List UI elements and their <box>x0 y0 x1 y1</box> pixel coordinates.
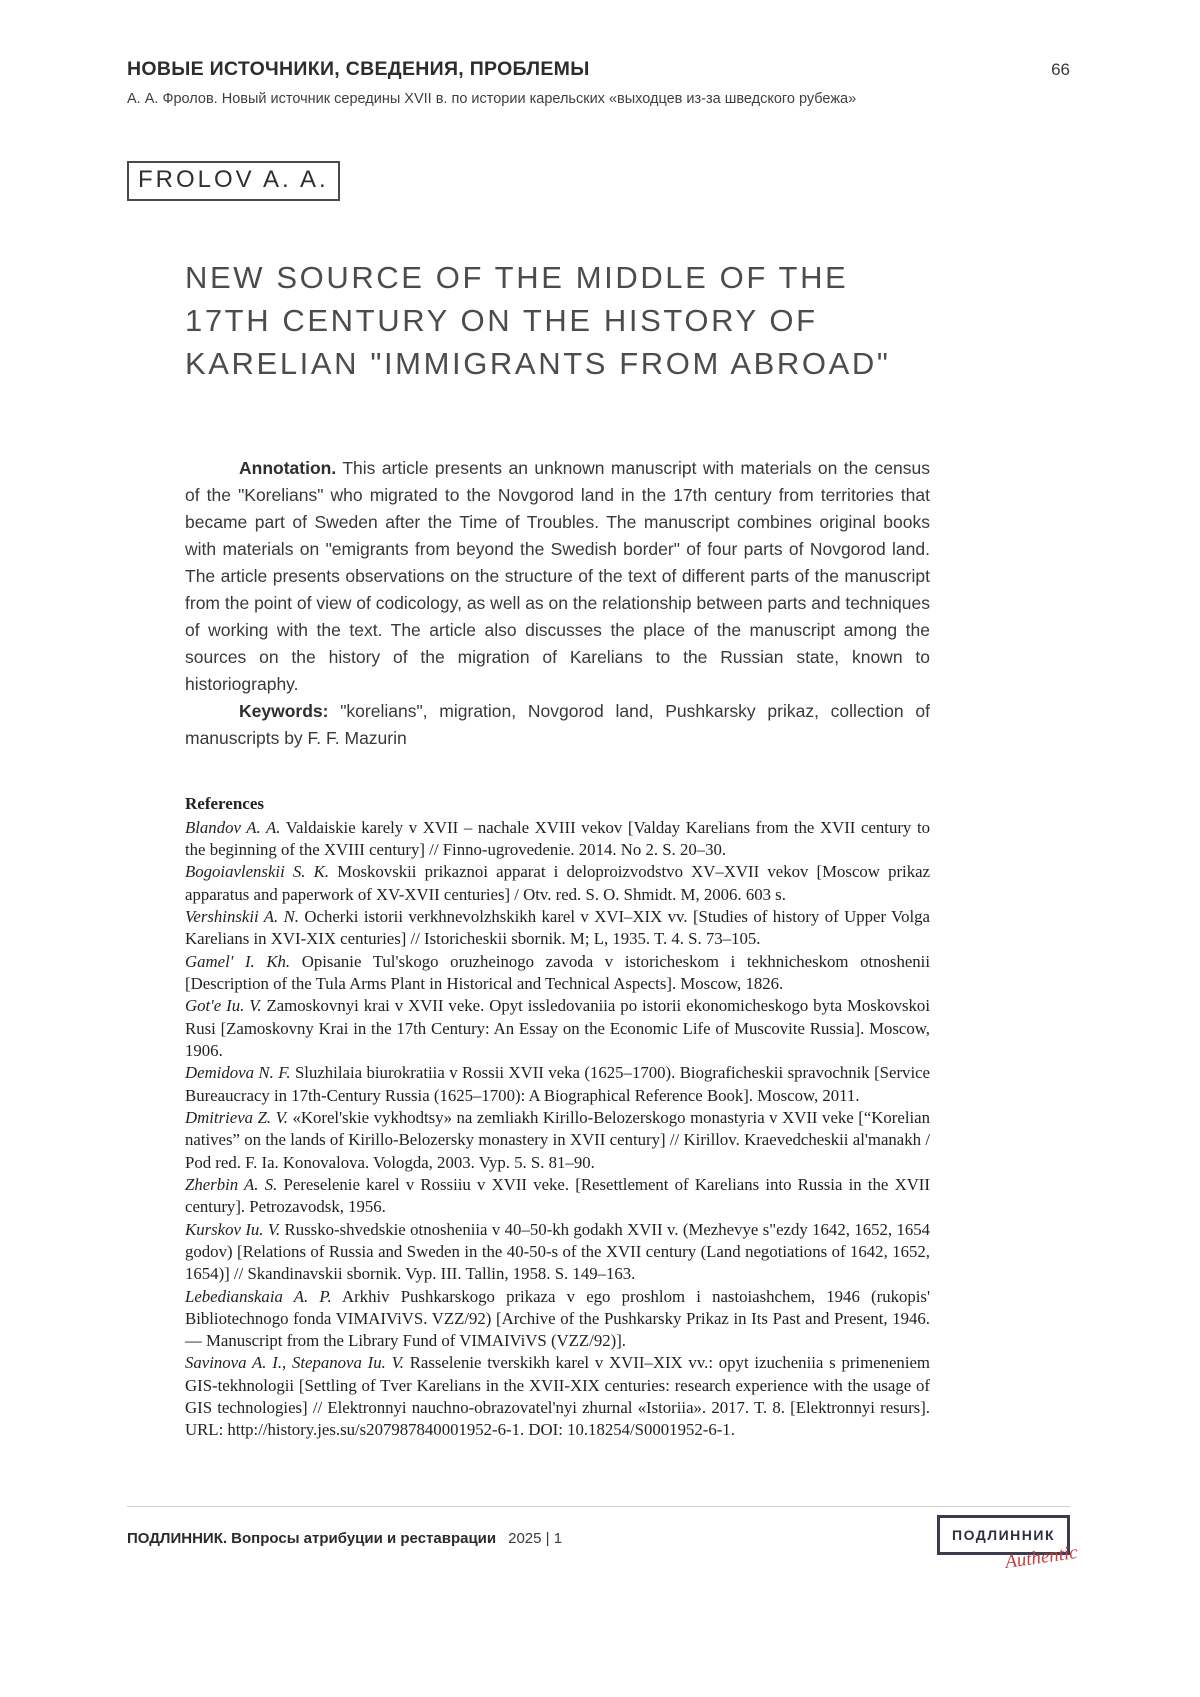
footer-divider <box>127 1506 1070 1507</box>
reference-entry <box>185 1352 930 1441</box>
logo-wordmark: ПОДЛИННИК <box>937 1515 1070 1555</box>
reference-author: Savinova A. I., Stepanova Iu. V. <box>185 1353 404 1373</box>
references-heading: References <box>185 793 264 813</box>
author-name-box: FROLOV A. A. <box>127 161 340 201</box>
reference-text: «Korel'skie vykhodtsy» na zemliakh Kirillo-Belozerskogo monastyria v XVII veke [“Korelian natives” on the lands of Kirillo-Belozersky monastery in XVII century] // Kirillov. Kraevedcheskii al'manakh / Pod red. F. Ia. Konovalova. Vologda, 2003. Vyp. 5. S. 81–90. <box>185 1107 931 1172</box>
reference-entry <box>185 861 930 906</box>
footer-journal-line <box>127 1530 562 1547</box>
page-number: 66 <box>1051 60 1070 79</box>
reference-author: Blandov A. A. <box>185 817 281 837</box>
annotation-label: Annotation. <box>239 458 337 479</box>
reference-entry <box>185 817 930 862</box>
page-header <box>0 0 1200 107</box>
issue-number: 2025 | 1 <box>508 1529 563 1547</box>
reference-entry <box>185 951 930 996</box>
page-footer <box>0 1506 1200 1573</box>
annotation-text: This article presents an unknown manuscript with materials on the census of the "Korelians" who migrated to the Novgorod land in the 17th century from territories that became part of Sweden after the Time of Troubles. The manuscript combines original books with materials on "emigrants from beyond the Swedish border" of four parts of Novgorod land. The article presents observations on the structure of the text of different parts of the manuscript from the point of view of codicology, as well as on the relationship between parts and techniques of working with the text. The article also discusses the place of the manuscript among the sources on the history of the migration of Karelians to the Russian state, known to historiography. <box>185 458 930 694</box>
reference-text: Pereselenie karel v Rossiiu v XVII veke. [Resettlement of Karelians into Russia in the XVII century]. Petrozavodsk, 1956. <box>185 1174 930 1217</box>
reference-entry <box>185 906 930 951</box>
reference-author: Dmitrieva Z. V. <box>185 1107 288 1127</box>
publisher-logo <box>937 1515 1080 1573</box>
reference-text: Sluzhilaia biurokratiia v Rossii XVII veka (1625–1700). Biograficheskii spravochnik [Service Bureaucracy in 17th-Century Russia (1625–1700): A Biographical Reference Book]. Moscow, 2011. <box>185 1063 930 1105</box>
reference-author: Demidova N. F. <box>185 1063 291 1083</box>
keywords-paragraph <box>185 698 930 752</box>
reference-text: Opisanie Tul'skogo oruzheinogo zavoda v istoricheskom i tekhnicheskom otnoshenii [Description of the Tula Arms Plant in Historical and Technical Aspects]. Moscow, 1826. <box>185 951 931 993</box>
annotation-paragraph <box>185 455 930 697</box>
keywords-label: Keywords: <box>239 700 329 721</box>
reference-entry <box>185 1286 930 1353</box>
article-title: NEW SOURCE OF THE MIDDLE OF THE 17TH CENTURY ON THE HISTORY OF KARELIAN "IMMIGRANTS FROM ABROAD" <box>185 260 891 381</box>
section-title: НОВЫЕ ИСТОЧНИКИ, СВЕДЕНИЯ, ПРОБЛЕМЫ <box>127 58 590 80</box>
reference-author: Bogoiavlenskii S. K. <box>185 862 330 882</box>
reference-entry <box>185 1174 930 1219</box>
reference-author: Lebedianskaia A. P. <box>185 1286 332 1306</box>
reference-author: Kurskov Iu. V. <box>185 1219 281 1239</box>
reference-entry <box>185 1219 930 1286</box>
reference-author: Gamel' I. Kh. <box>185 951 291 971</box>
journal-title: ПОДЛИННИК. Вопросы атрибуции и реставрации <box>127 1529 497 1547</box>
reference-text: Valdaiskie karely v XVII – nachale XVIII vekov [Valday Karelians from the XVII century to the beginning of the XVIII century] // Finno-ugrovedenie. 2014. No 2. S. 20–30. <box>185 817 930 859</box>
reference-author: Got'e Iu. V. <box>185 996 262 1016</box>
reference-entry <box>185 1107 930 1174</box>
reference-author: Vershinskii A. N. <box>185 906 299 926</box>
references-section <box>185 794 930 1442</box>
reference-entry <box>185 1062 930 1107</box>
keywords-text: "korelians", migration, Novgorod land, Pushkarsky prikaz, collection of manuscripts by F. F. Mazurin <box>185 700 930 748</box>
reference-text: Russko-shvedskie otnosheniia v 40–50-kh godakh XVII v. (Mezhevye s"ezdy 1642, 1652, 1654 godov) [Relations of Russia and Sweden in the 40-50-s of the XVII century (Land negotiations of 1642, 1652, 1654)] // Skandinavskii sbornik. Vyp. III. Tallin, 1958. S. 149–163. <box>185 1219 931 1284</box>
reference-text: Ocherki istorii verkhnevolzhskikh karel v XVI–XIX vv. [Studies of history of Upper Volga Karelians in XVI-XIX centuries] // Istoricheskii sbornik. M; L, 1935. T. 4. S. 73–105. <box>185 906 930 949</box>
article-body <box>185 257 930 1442</box>
logo-signature: Authentic <box>1004 1542 1080 1573</box>
reference-text: Zamoskovnyi krai v XVII veke. Opyt issledovaniia po istorii ekonomicheskogo byta Moskovskoi Rusi [Zamoskovny Krai in the 17th Century: An Essay on the Economic Life of Muscovite Russia]. Moscow, 1906. <box>185 996 930 1060</box>
reference-entry <box>185 995 930 1062</box>
reference-text: Moskovskii prikaznoi apparat i deloproizvodstvo XV–XVII vekov [Moscow prikaz apparatus and paperwork of XV-XVII centuries] / Otv. red. S. O. Shmidt. M, 2006. 603 s. <box>185 862 931 904</box>
reference-text: Arkhiv Pushkarskogo prikaza v ego proshlom i nastoiashchem, 1946 (rukopis' Bibliotechnogo fonda VIMAIViVS. VZZ/92) [Archive of the Pushkarsky Prikaz in Its Past and Present, 1946. — Manuscript from the Library Fund of VIMAIViVS (VZZ/92)]. <box>185 1286 930 1351</box>
reference-text: Rasselenie tverskikh karel v XVII–XIX vv.: opyt izucheniia s primeneniem GIS-tekhnologii [Settling of Tver Karelians in the XVII-XIX centuries: research experience with the usage of GIS technologies] // Elektronnyi nauchno-obrazovatel'nyi zhurnal «Istoriia». 2017. T. 8. [Elektronnyi resurs]. URL: http://history.jes.su/s207987840001952-6-1. DOI: 10.18254/S0001952-6-1. <box>185 1353 930 1440</box>
reference-author: Zherbin A. S. <box>185 1174 278 1194</box>
running-head: А. А. Фролов. Новый источник середины XVII в. по истории карельских «выходцев из-за шведского рубежа» <box>127 91 857 107</box>
